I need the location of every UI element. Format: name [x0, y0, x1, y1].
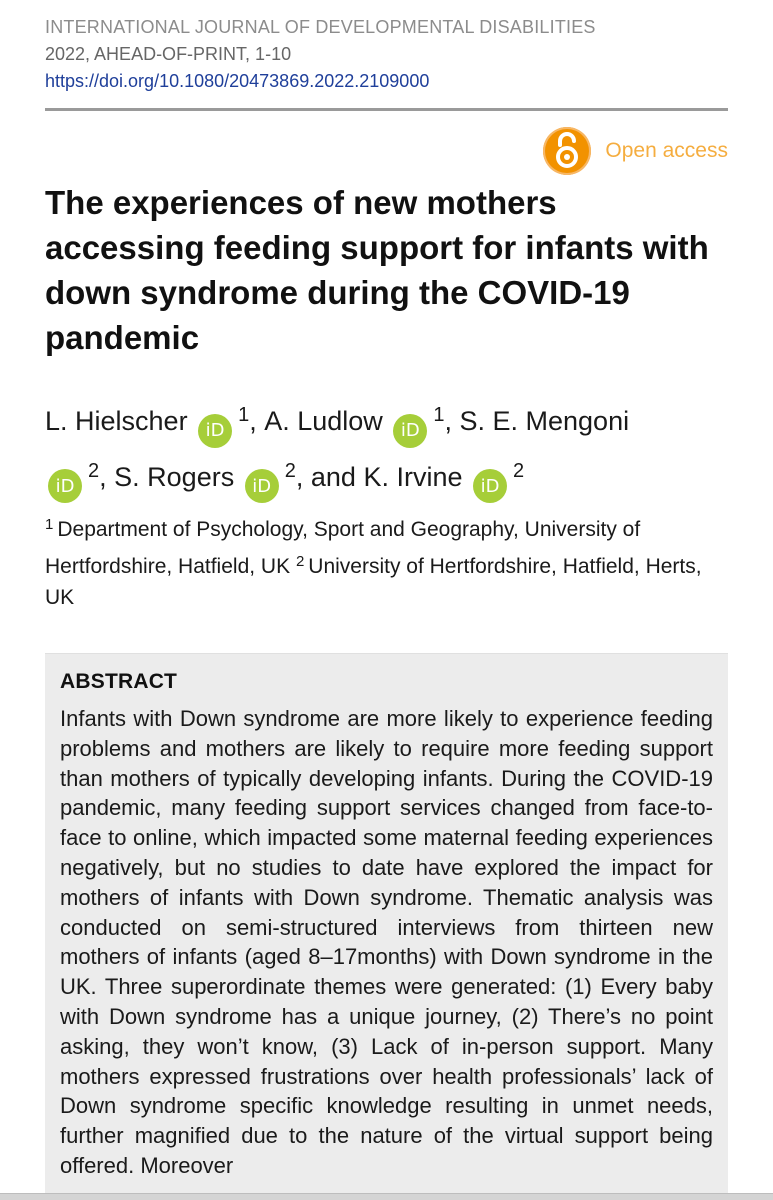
author	[264, 404, 459, 441]
affiliation-number: 2	[295, 552, 305, 570]
orcid-icon[interactable]: iD	[48, 469, 82, 503]
orcid-icon[interactable]: iD	[245, 469, 279, 503]
author-affiliation-number: 1	[433, 404, 445, 426]
header-divider	[45, 108, 728, 111]
abstract-section	[45, 653, 728, 1200]
author	[459, 406, 629, 436]
abstract-text: Infants with Down syndrome are more likely to experience feeding problems and mothers are likely to require more feeding support than mothers of typically developing infants. During the COVID-19 pandemic, many feeding support services changed from face-to-face to online, which impacted some maternal feeding experiences negatively, but no studies to date have explored the impact for mothers of infants with Down syndrome. Thematic analysis was conducted on semi-structured interviews from thirteen new mothers of infants (aged 8–17months) with Down syndrome in the UK. Three superordinate themes were generated: (1) Every baby with Down syndrome has a unique journey, (2) There’s no point asking, they won’t know, (3) Lack of in-person support. Many mothers expressed frustrations over health professionals’ lack of Down syndrome specific knowledge resulting in unmet needs, further magnified due to the nature of the virtual support being offered. Moreover	[60, 706, 713, 1178]
journal-name: INTERNATIONAL JOURNAL OF DEVELOPMENTAL DISABILITIES	[45, 17, 596, 37]
author-affiliation-number: 2	[284, 459, 296, 482]
author-separator: ,	[249, 406, 257, 436]
orcid-icon[interactable]: iD	[473, 469, 507, 503]
author-separator: ,	[99, 461, 107, 492]
article-title: The experiences of new mothers accessing feeding support for infants with down syndrome during the COVID-19 pandemic	[45, 184, 709, 356]
open-access-label: Open access	[605, 139, 728, 162]
affiliation-number: 1	[45, 516, 54, 533]
affiliation-list	[45, 509, 705, 614]
author-affiliation-number: 1	[238, 404, 250, 426]
author-separator: ,	[444, 406, 452, 436]
author	[114, 459, 363, 497]
author	[45, 404, 264, 441]
author-list	[45, 392, 728, 503]
author	[363, 459, 525, 497]
open-access-badge	[543, 127, 728, 175]
author-name: L. Hielscher	[45, 406, 188, 436]
author-separator: , and	[295, 461, 356, 492]
author-name: K. Irvine	[363, 461, 463, 492]
author-name: A. Ludlow	[264, 406, 383, 436]
open-access-lock-icon	[543, 127, 591, 175]
journal-issue: 2022, AHEAD-OF-PRINT, 1-10	[45, 44, 292, 64]
author-name: S. Rogers	[114, 461, 235, 492]
bottom-scroll-edge	[0, 1193, 773, 1200]
affiliation-text: Department of Psychology, Sport and Geography, University of Hertfordshire, Hatfield, UK	[45, 518, 641, 578]
doi-link[interactable]: https://doi.org/10.1080/20473869.2022.2109000	[45, 71, 430, 91]
orcid-icon[interactable]: iD	[198, 414, 232, 448]
affiliation-text: University of Hertfordshire, Hatfield, Herts, UK	[45, 554, 702, 609]
orcid-icon[interactable]: iD	[393, 414, 427, 448]
abstract-heading: ABSTRACT	[60, 670, 178, 693]
author-name: S. E. Mengoni	[459, 406, 630, 436]
author-affiliation-number: 2	[88, 459, 100, 482]
author	[45, 459, 114, 497]
journal-header	[45, 14, 728, 95]
author-affiliation-number: 2	[513, 459, 525, 482]
